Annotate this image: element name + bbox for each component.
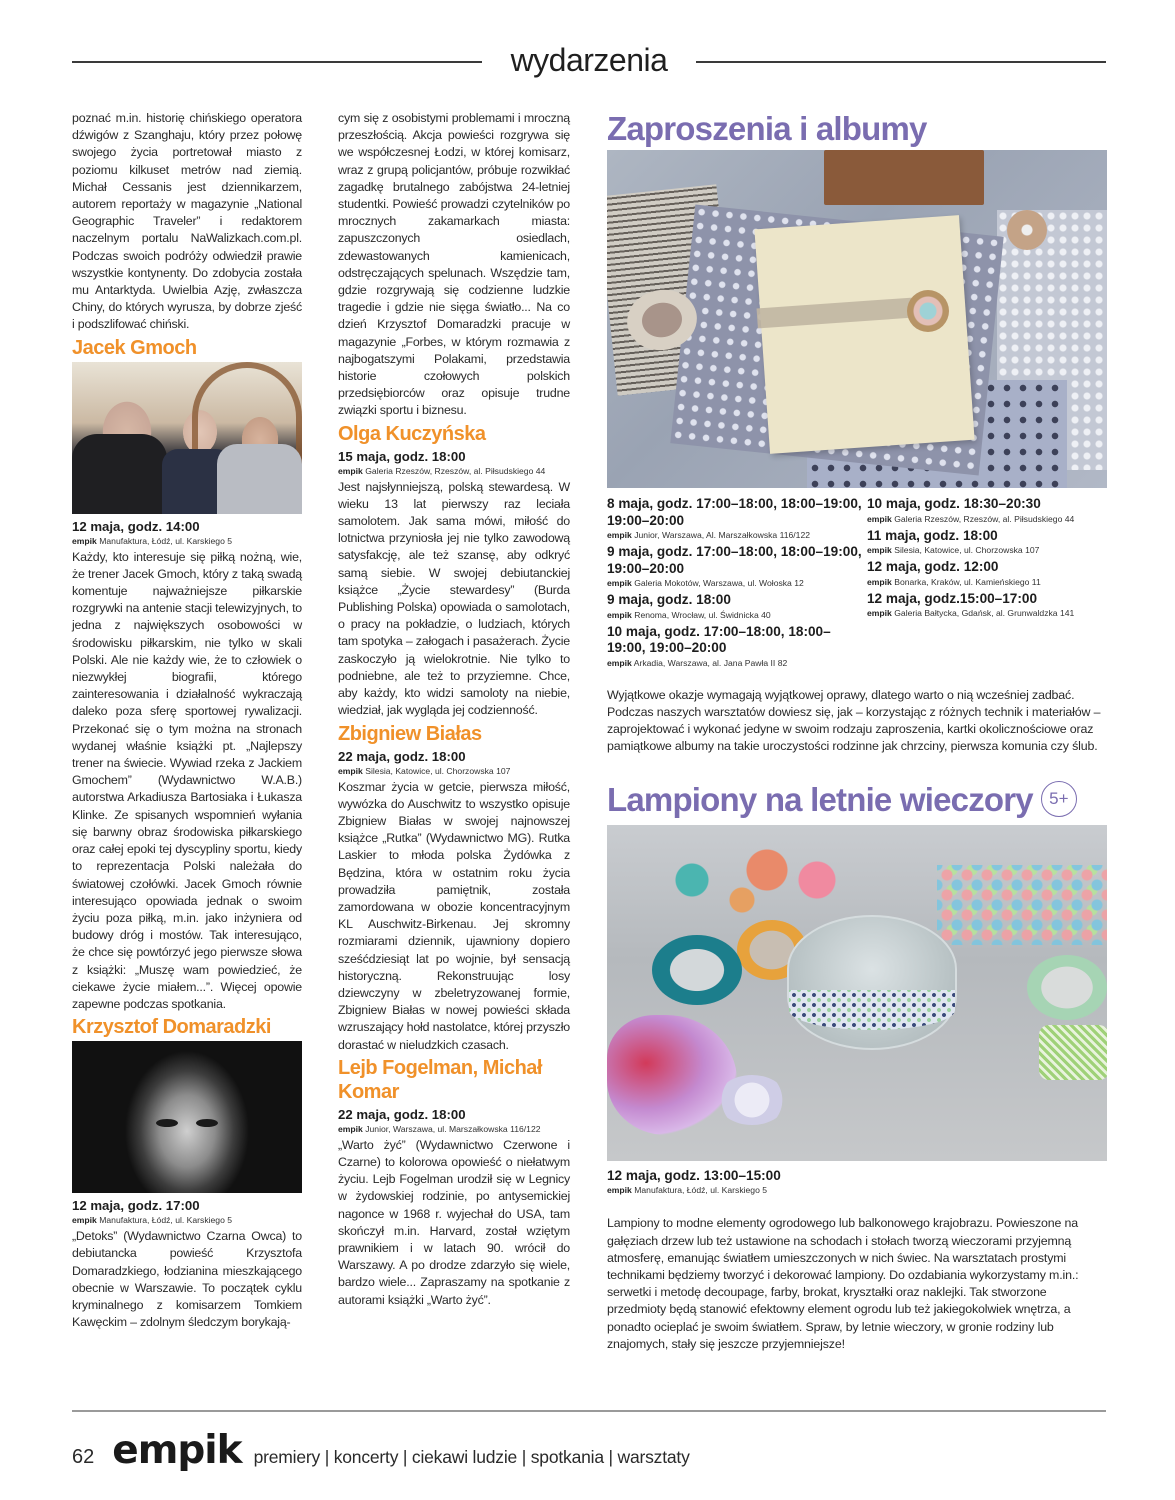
schedule-venue [867, 576, 1107, 589]
column-2 [338, 110, 570, 1309]
workshop-title: Zaproszenia i albumy [607, 110, 927, 147]
workshop-schedule [607, 494, 1107, 671]
event-person-name: Jacek Gmoch [72, 336, 197, 359]
venue-address: Galeria Rzeszów, Rzeszów, al. Piłsudskiego 44 [365, 465, 546, 476]
workshop-lampions [607, 779, 1107, 1353]
venue-address: Galeria Rzeszów, Rzeszów, al. Piłsudskiego 44 [894, 513, 1075, 524]
event-jacek-gmoch [72, 336, 302, 1013]
workshop-title: Lampiony na letnie wieczory [607, 781, 1033, 819]
age-badge: 5+ [1041, 781, 1077, 817]
venue-address: Manufaktura, Łódź, ul. Karskiego 5 [99, 1215, 233, 1226]
schedule-venue [607, 577, 867, 590]
photo-paper-flower-shape [717, 1075, 787, 1125]
event-fogelman-komar [338, 1056, 570, 1309]
event-person-name: Olga Kuczyńska [338, 422, 486, 445]
schedule-item [867, 496, 1107, 526]
schedule-item [867, 528, 1107, 558]
schedule-venue [607, 529, 867, 542]
event-venue [72, 535, 302, 548]
schedule-column-right [867, 494, 1107, 671]
empik-logo: empik [112, 1428, 242, 1473]
workshop-date: 12 maja, godz. 13:00–15:00 [607, 1168, 781, 1184]
photo-card-shape [754, 215, 974, 454]
venue-brand: empik [72, 1215, 97, 1226]
page-number: 62 [72, 1446, 95, 1468]
schedule-venue [867, 607, 1107, 620]
event-date: 22 maja, godz. 18:00 [338, 1106, 466, 1122]
event-person-name: Krzysztof Domaradzki [72, 1016, 271, 1039]
event-description: Jest najsłynniejszą, polską stewardesą. W wieku 13 lat pierwszy raz leciała samolotem. Jak sama mówi, miłość do lotnictwa przyniosła jej nie tylko zawodową satysfakcję, ale też szansę, aby odkryć samą siebie. W swojej debiutanckiej książce „Życie stewardesy” (Burda Publishing Polska) opowiada o samolotach, o pracy na pokładzie, o ludziach, których tam spotyka – załogach i pasażerach. Życie zaskoczyło ją wielokrotnie. Nie tylko to podniebne, ale też to przyziemne. Chce, aby każdy, kto widzi samoloty na niebie, wiedział, jak wygląda jej codzienność. [338, 479, 570, 718]
event-date: 22 maja, godz. 18:00 [338, 748, 466, 764]
photo-glass-bowl-shape [787, 915, 957, 1050]
photo-krzysztof-domaradzki [72, 1041, 302, 1193]
photo-felt-flowers-shape [667, 845, 867, 915]
venue-address: Junior, Warszawa, Al. Marszałkowska 116/122 [634, 530, 811, 540]
workshop-description: Lampiony to modne elementy ogrodowego lub balkonowego krajobrazu. Powieszone na gałęziach drzew lub też ustawione na schodach i stołach tworzą wieczorami przyjemną atmosferę, emanując światłem umieszczonych w nich świec. Na warsztatach prostymi technikami będziemy tworzyć i dekorować lampiony. Do ozdabiania wykorzystamy m.in.: serwetki i metodę decoupage, farby, brokat, kryształki oraz naklejki. Tak stworzone przedmioty będą stanowić efektowny element ogrodu lub też jakiegokolwiek wnętrza, a ponadto ocieplać je swoim światłem. Spraw, by letnie wieczory, w gronie rodziny lub znajomych, stały się jeszcze przyjemniejsze! [607, 1216, 1079, 1351]
venue-brand: empik [338, 765, 363, 776]
venue-brand: empik [867, 576, 892, 587]
photo-wood-flower-shape [1007, 210, 1047, 250]
venue-brand: empik [607, 1185, 632, 1196]
event-olga-kuczynska [338, 422, 570, 720]
schedule-venue [607, 609, 867, 622]
schedule-item [607, 592, 867, 622]
photo-wooden-stamp-shape [824, 150, 984, 205]
event-date: 15 maja, godz. 18:00 [338, 448, 466, 464]
venue-address: Arkadia, Warszawa, al. Jana Pawła II 82 [633, 657, 788, 668]
column-1 [72, 110, 302, 1331]
photo-green-tape-shape [1027, 955, 1107, 1020]
venue-address: Junior, Warszawa, ul. Marszałkowska 116/122 [365, 1123, 541, 1134]
workshop-title-row [607, 779, 1107, 821]
schedule-date: 9 maja, godz. 17:00–18:00, 18:00–19:00, 19:00–20:00 [607, 544, 862, 576]
photo-lampions [607, 825, 1107, 1161]
photo-jacket-shape [72, 434, 167, 514]
event-krzysztof-domaradzki [72, 1015, 302, 1331]
schedule-date: 10 maja, godz. 17:00–18:00, 18:00–19:00, 19:00–20:00 [607, 623, 831, 655]
event-description: „Detoks” (Wydawnictwo Czarna Owca) to debiutancka powieść Krzysztofa Domaradzkiego, łodzianina mieszkającego obecnie w Warszawie. To początek cyklu kryminalnego z komisarzem Tomkiem Kawęckim – zdolnym śledczym borykają- [72, 1229, 302, 1330]
footer-tagline: premiery | koncerty | ciekawi ludzie | spotkania | warsztaty [253, 1447, 690, 1467]
photo-eye-shape [156, 1119, 178, 1127]
schedule-item [607, 544, 867, 590]
photo-blue-tape-shape [652, 935, 742, 1005]
schedule-date: 8 maja, godz. 17:00–18:00, 18:00–19:00, 19:00–20:00 [607, 496, 862, 528]
venue-brand: empik [867, 608, 892, 618]
event-person-name: Zbigniew Białas [338, 722, 482, 745]
continued-text: cym się z osobistymi problemami i mroczną przeszłością. Akcja powieści rozgrywa się we współczesnej Łodzi, w której komisarz, wraz z grupą policjantów, próbuje rozwikłać zagadkę brutalnego zabójstwa 24-letniej studentki. Powieść prowadzi czytelników po mrocznych zakamarkach miasta: zapuszczonych osiedlach, zdewastowanych kamienicach, odstręczających spelunach. Wszędzie tam, gdzie rozgrywają się codzienne ludzkie tragedie i gdzie nie sięga światło... Na co dzień Krzysztof Domaradzki pracuje w magazynie „Forbes, w którym rozmawia z najbogatszymi Polakami, przedstawia historie czołowych polskich przedsiębiorców oraz opisuje trudne związki sportu i biznesu. [338, 111, 570, 418]
intro-text: poznać m.in. historię chińskiego operatora dźwigów z Szanghaju, który przez połowę swojego życia portretował miasto z poziomu kilkuset metrów nad ziemią. Michał Cessanis jest dziennikarzem, autorem reportaży w magazynie „National Geographic Traveler” i redaktorem naczelnym portalu NaWalizkach.com.pl. Podczas swoich podróży odwiedził prawie wszystkie kontynenty. Do zdobycia została mu Antarktyda. Uwielbia Azję, zwłaszcza Chiny, do których wyrusza, by dobrze zjeść i podszlifować chiński. [72, 111, 302, 332]
schedule-date: 12 maja, godz. 12:00 [867, 559, 999, 574]
schedule-date: 9 maja, godz. 18:00 [607, 592, 731, 607]
schedule-date: 10 maja, godz. 18:30–20:30 [867, 496, 1041, 511]
venue-address: Manufaktura, Łódź, ul. Karskiego 5 [634, 1185, 768, 1196]
schedule-date: 11 maja, godz. 18:00 [867, 527, 998, 543]
venue-brand: empik [338, 465, 363, 476]
venue-address: Galeria Bałtycka, Gdańsk, al. Grunwaldzka 141 [894, 608, 1075, 618]
event-person-name: Lejb Fogelman, Michał Komar [338, 1056, 542, 1103]
workshop-invitations-albums [607, 108, 1107, 755]
event-description: Każdy, kto interesuje się piłką nożną, wie, że trener Jacek Gmoch, który z taką swadą komentuje najważniejsze piłkarskie rozgrywki na antenie stacji telewizyjnych, to jedna z największych osobowości w środowisku piłkarskim, nie tylko w skali Polski. Ale nie każdy wie, że to człowiek o niezwykłej biografii, którego zainteresowania i działalność wykraczają daleko poza sferę sportowej rywalizacji. Przekonać się o tym można na stronach wydanej właśnie książki pt. „Najlepszy trener na świecie. Wywiad rzeka z Jackiem Gmochem” (Wydawnictwo W.A.B.) autorstwa Arkadiusza Bartosiaka i Łukasza Klinke. Ze spisanych wspomnień wyłania się barwny obraz środowiska piłkarskiego oraz całej epoki tej dyscypliny sportu, kiedy to reprezentacja Polski należała do światowej czołówki. Jacek Gmoch równie interesująco opowiada jednak o swoim życiu poza piłką, m.in. jako inżyniera od budowy dróg i mostów. Tak interesująco, że chce się powtórzyć jego pierwsze słowa z książki: „Muszę wam powiedzieć, że ciekawe życie miałem...”. Więcej opowie zapewne podczas spotkania. [72, 549, 302, 1011]
event-description: „Warto żyć” (Wydawnictwo Czerwone i Czarne) to kolorowa opowieść o niełatwym życiu. Lejb Fogelman urodził się w Legnicy w żydowskiej rodzinie, po antysemickiej nagonce w 1968 r. wyjechał do USA, tam skończył m.in. Harvard, został wziętym prawnikiem i w latach 90. wrócił do Warszawy. A po drodze zdarzyło się wiele, bardzo wiele... Zapraszamy na spotkanie z autorami książki „Warto żyć”. [338, 1137, 570, 1307]
venue-brand: empik [607, 657, 632, 668]
schedule-venue [607, 657, 867, 670]
event-venue [338, 1123, 570, 1136]
venue-address: Manufaktura, Łódź, ul. Karskiego 5 [99, 535, 233, 546]
workshop-description: Wyjątkowe okazje wymagają wyjątkowej oprawy, dlatego warto o nią wcześniej zadbać. Podczas naszych warsztatów dowiesz się, jak – korzystając z różnych technik i materiałów – zaprojektować i wykonać jedyne w swoim rodzaju zaproszenia, kartki okolicznościowe oraz pamiątkowe albumy na takie uroczystości rodzinne jak chrzciny, pierwsza komunia czy ślub. [607, 687, 1101, 754]
venue-brand: empik [867, 545, 892, 555]
venue-brand: empik [338, 1123, 363, 1134]
venue-brand: empik [607, 609, 632, 620]
schedule-item [867, 559, 1107, 589]
venue-brand: empik [867, 513, 892, 524]
event-description: Koszmar życia w getcie, pierwsza miłość, wywózka do Auschwitz to wszystko opisuje Zbigniew Białas w swojej najnowszej książce „Rutka” (Wydawnictwo MG). Rutka Laskier to młoda polska Żydówka z Będzina, która w ostatnim roku życia prowadziła pamiętnik, została zamordowana w obozie koncentracyjnym KL Auschwitz-Birkenau. Jej skromny rozmiarami dziennik, ujawniony dopiero sześćdziesiąt lat po wojnie, był sensacją historyczną. Rekonstruując losy dziewczyny w zbeletryzowanej formie, Zbigniew Białas w nowej powieści składa wzruszający hołd nastolatce, której przyszło dorastać w nieludzkich czasach. [338, 779, 570, 1052]
photo-invitations-albums [607, 150, 1107, 488]
schedule-venue [867, 544, 1107, 557]
photo-jacek-gmoch [72, 362, 302, 514]
venue-address: Renoma, Wrocław, ul. Świdnicka 40 [634, 609, 771, 620]
event-date: 12 maja, godz. 17:00 [72, 1198, 200, 1214]
header-rule-right [696, 61, 1106, 63]
venue-brand: empik [72, 535, 97, 546]
photo-eye-shape [196, 1119, 218, 1127]
event-venue [338, 465, 570, 478]
schedule-item [867, 591, 1107, 621]
page-footer [72, 1428, 690, 1473]
workshop-venue [607, 1184, 1107, 1197]
section-header [72, 40, 1106, 84]
photo-twine-shape [1039, 1025, 1107, 1080]
section-title: wydarzenia [510, 42, 668, 78]
photo-stickers-shape [937, 865, 1107, 945]
schedule-item [607, 624, 867, 670]
schedule-item [607, 496, 867, 542]
schedule-column-left [607, 494, 867, 671]
event-venue [338, 765, 570, 778]
footer-rule [72, 1410, 1106, 1412]
schedule-date: 12 maja, godz.15:00–17:00 [867, 590, 1038, 606]
venue-address: Bonarka, Kraków, ul. Kamieńskiego 11 [894, 576, 1041, 587]
event-date: 12 maja, godz. 14:00 [72, 518, 200, 534]
column-3-workshops [607, 108, 1107, 1353]
event-venue [72, 1214, 302, 1227]
schedule-venue [867, 513, 1107, 526]
photo-feather-shape [607, 1015, 737, 1135]
venue-address: Galeria Mokotów, Warszawa, ul. Wołoska 12 [634, 578, 804, 588]
photo-flower-embellishment [907, 290, 949, 332]
venue-brand: empik [607, 530, 632, 540]
event-zbigniew-bialas [338, 722, 570, 1054]
venue-address: Silesia, Katowice, ul. Chorzowska 107 [365, 765, 511, 776]
photo-shirt-shape [217, 444, 302, 514]
venue-address: Silesia, Katowice, ul. Chorzowska 107 [894, 545, 1040, 555]
venue-brand: empik [607, 578, 632, 588]
